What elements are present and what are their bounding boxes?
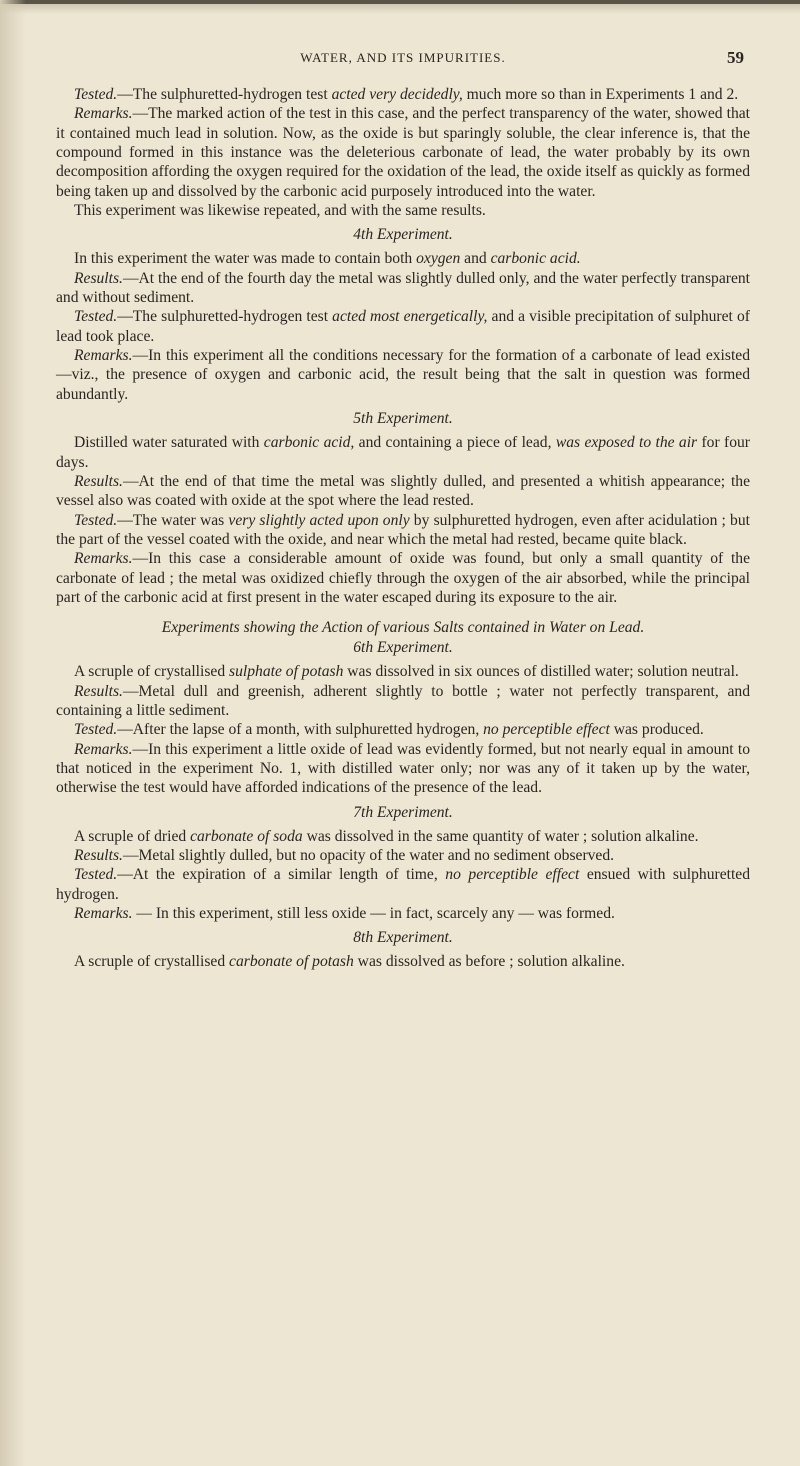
results-label: Results. [74,472,123,490]
remarks-label: Remarks. [74,347,133,365]
results-label: Results. [74,682,123,700]
exp5-remarks: Remarks.—In this case a considerable amount of oxide was found, but only a small quantity of the carbonate of lead ; the metal was oxidized chiefly through the oxygen of the air absorbed, while the principal part of the carbonic acid at first present in the water escaped during its exposure to the air. [56,550,750,606]
exp5-tested: Tested.—The water was very slightly acted upon only by sulphuretted hydrogen, even after acidulation ; but the part of the vessel coated with the oxide, and near which the metal had rested, became quite black. [56,511,750,548]
page-header [56,50,750,72]
tested-label: Tested. [74,511,118,529]
exp5-heading: 5th Experiment. [353,410,453,428]
exp5-results: Results.—At the end of that time the metal was slightly dulled, and presented a whitish appearance; the vessel also was coated with oxide at the spot where the lead rested. [56,472,750,510]
tested-label: Tested. [74,308,118,326]
results-label: Results. [74,847,123,864]
exp7-intro: A scruple of dried carbonate of soda was dissolved in the same quantity of water ; solution alkaline. [74,827,699,845]
exp7-heading: 7th Experiment. [353,803,453,821]
page-gutter-shadow [0,0,26,1466]
remarks-label: Remarks. [74,740,133,758]
exp7-results: Results.—Metal slightly dulled, but no opacity of the water and no sediment observed. [74,847,615,864]
exp4-tested: Tested.—The sulphuretted-hydrogen test acted most energetically, and a visible precipitation of sulphuret of lead took place. [56,308,750,345]
results-label: Results. [74,269,123,287]
running-head: WATER, AND ITS IMPURITIES. [300,50,506,65]
exp4-remarks: Remarks.—In this experiment all the conditions necessary for the formation of a carbonate of lead existed—viz., the presence of oxygen and carbonic acid, the result being that the salt in question was formed abundantly. [56,347,750,403]
remarks-label: Remarks. [74,905,133,923]
exp3-remarks: Remarks.—The marked action of the test in this case, and the perfect transparency of the water, showed that it contained much lead in solution. Now, as the oxide is but sparingly soluble, the clear inference is, that the compound formed in this instance was the deleterious carbonate of lead, the water probably by its own decomposition affording the oxygen required for the oxidation of the lead, the oxide itself as quickly as formed being taken up and dissolved by the carbonic acid purposely introduced into the water. [56,105,750,200]
exp7-remarks: Remarks. — In this experiment, still less oxide — in fact, scarcely any — was formed. [74,905,615,923]
exp6-intro: A scruple of crystallised sulphate of potash was dissolved in six ounces of distilled water; solution neutral. [74,663,739,681]
tested-label: Tested. [74,86,118,103]
exp8-heading: 8th Experiment. [353,929,453,947]
page-top-shadow [0,4,800,14]
exp4-heading: 4th Experiment. [353,226,453,244]
page-body [56,85,750,972]
exp4-results: Results.—At the end of the fourth day the metal was slightly dulled only, and the water perfectly transparent and without sediment. [56,269,750,307]
tested-label: Tested. [74,721,118,739]
section-heading: Experiments showing the Action of various Salts contained in Water on Lead. [161,619,645,637]
exp6-tested: Tested.—After the lapse of a month, with sulphuretted hydrogen, no perceptible effect was produced. [74,721,704,739]
remarks-label: Remarks. [74,550,133,568]
exp8-intro: A scruple of crystallised carbonate of potash was dissolved as before ; solution alkaline. [74,953,625,971]
tested-label: Tested. [74,866,118,884]
exp3-tested: Tested.—The sulphuretted-hydrogen test acted very decidedly, much more so than in Experiments 1 and 2. [74,86,739,103]
remarks-label: Remarks. [74,105,133,123]
exp6-remarks: Remarks.—In this experiment a little oxide of lead was evidently formed, but not nearly equal in amount to that noticed in the experiment No. 1, with distilled water only; nor was any of it taken up by the water, otherwise the test would have afforded indications of the presence of the lead. [56,740,750,797]
exp4-intro: In this experiment the water was made to contain both oxygen and carbonic acid. [74,250,581,268]
exp7-tested: Tested.—At the expiration of a similar length of time, no perceptible effect ensued with sulphuretted hydrogen. [56,866,750,903]
exp5-intro: Distilled water saturated with carbonic acid, and containing a piece of lead, was exposed to the air for four days. [56,434,750,471]
exp6-heading: 6th Experiment. [353,639,453,657]
page-number: 59 [727,48,744,67]
exp3-repeat: This experiment was likewise repeated, and with the same results. [74,202,486,220]
exp6-results: Results.—Metal dull and greenish, adherent slightly to bottle ; water not perfectly transparent, and containing a little sediment. [56,682,750,719]
